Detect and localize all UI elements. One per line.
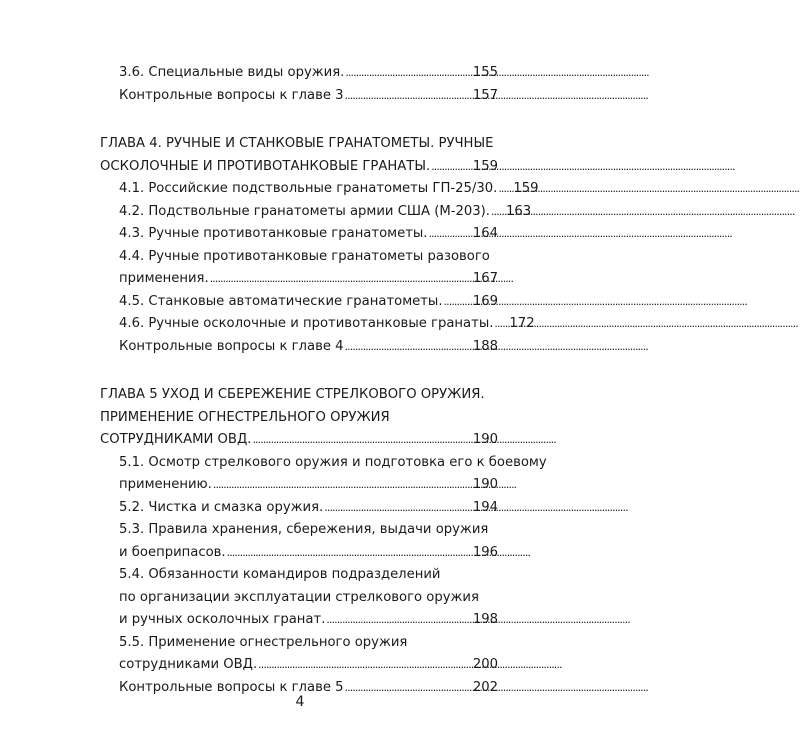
dot-leader xyxy=(498,178,510,201)
table-of-contents xyxy=(100,62,547,699)
toc-entry-4-1 xyxy=(100,178,539,201)
dot-leader xyxy=(345,336,470,359)
toc-entry-page: 172 xyxy=(509,316,535,331)
toc-entry-text: и боеприпасов. xyxy=(119,544,226,560)
toc-entry-page: 167 xyxy=(472,271,498,286)
toc-entry-questions-4 xyxy=(100,336,498,359)
toc-entry-4-3 xyxy=(100,223,498,246)
toc-entry-text: сотрудниками ОВД. xyxy=(119,657,258,672)
toc-entry-5-3-line1: 5.3. Правила хранения, сбережения, выдачи оружия xyxy=(119,522,489,537)
toc-entry-text: 4.3. Ручные противотанковые гранатометы. xyxy=(119,226,428,241)
chapter-5-heading-line3 xyxy=(100,429,498,452)
dot-leader xyxy=(324,497,470,520)
dot-leader xyxy=(326,609,469,632)
toc-entry-text: СОТРУДНИКАМИ ОВД. xyxy=(100,432,252,447)
toc-entry-text: 5.2. Чистка и смазка оружия. xyxy=(119,499,324,515)
toc-entry-text: 4.2. Подствольные гранатометы армии США (М-203). xyxy=(119,203,491,219)
toc-entry-4-4-line1: 4.4. Ручные противотанковые гранатометы разового xyxy=(119,248,490,264)
toc-entry-page: 159 xyxy=(472,158,498,174)
toc-entry-4-6 xyxy=(100,313,535,336)
page-number: 4 xyxy=(295,694,305,710)
toc-entry-5-5-line2 xyxy=(100,654,498,677)
dot-leader xyxy=(345,85,470,108)
toc-entry-page: 196 xyxy=(472,544,498,560)
chapter-4-heading-line1: ГЛАВА 4. РУЧНЫЕ И СТАНКОВЫЕ ГРАНАТОМЕТЫ. РУЧНЫЕ xyxy=(100,136,494,151)
toc-entry-questions-3 xyxy=(100,85,498,108)
toc-entry-page: 188 xyxy=(472,338,498,354)
toc-entry-5-4-line2: по организации эксплуатации стрелкового оружия xyxy=(119,589,479,605)
toc-entry-4-2 xyxy=(100,201,532,224)
toc-entry-4-5 xyxy=(100,291,498,314)
toc-entry-page: 155 xyxy=(472,65,498,80)
toc-entry-text: ОСКОЛОЧНЫЕ И ПРОТИВОТАНКОВЫЕ ГРАНАТЫ. xyxy=(100,158,431,174)
toc-entry-5-1-line1: 5.1. Осмотр стрелкового оружия и подготовка его к боевому xyxy=(119,454,547,470)
toc-entry-page: 202 xyxy=(472,679,498,695)
toc-entry-page: 169 xyxy=(472,293,498,309)
toc-entry-text: Контрольные вопросы к главе 5 xyxy=(119,679,344,695)
dot-leader xyxy=(444,291,470,314)
toc-entry-5-4-line1: 5.4. Обязанности командиров подразделений xyxy=(119,567,441,582)
toc-entry-text: Контрольные вопросы к главе 4 xyxy=(119,338,344,354)
toc-entry-page: 163 xyxy=(506,203,532,219)
dot-leader xyxy=(258,654,470,677)
dot-leader xyxy=(431,156,470,179)
dot-leader xyxy=(252,429,469,452)
toc-entry-page: 159 xyxy=(513,181,539,196)
toc-entry-5-4-line3 xyxy=(100,609,498,632)
chapter-4-heading-line2 xyxy=(100,156,498,179)
toc-entry-page: 194 xyxy=(472,499,498,515)
toc-entry-4-4-line2 xyxy=(100,268,498,291)
toc-entry-page: 198 xyxy=(472,612,498,627)
toc-entry-page: 164 xyxy=(472,226,498,241)
toc-entry-text: 4.6. Ручные осколочные и противотанковые гранаты. xyxy=(119,316,494,331)
toc-entry-5-5-line1: 5.5. Применение огнестрельного оружия xyxy=(119,634,408,650)
toc-entry-3-6 xyxy=(100,62,498,85)
toc-entry-page: 200 xyxy=(472,657,498,672)
toc-entry-text: 3.6. Специальные виды оружия. xyxy=(119,65,345,80)
toc-entry-5-2 xyxy=(100,497,498,520)
dot-leader xyxy=(210,268,470,291)
toc-entry-5-1-line2 xyxy=(100,474,498,497)
dot-leader xyxy=(494,313,506,336)
chapter-5-heading-line2: ПРИМЕНЕНИЕ ОГНЕСТРЕЛЬНОГО ОРУЖИЯ xyxy=(100,409,390,425)
toc-entry-page: 190 xyxy=(472,432,498,447)
toc-entry-page: 190 xyxy=(472,477,498,492)
toc-entry-5-3-line2 xyxy=(100,542,498,565)
toc-entry-page: 157 xyxy=(472,87,498,103)
toc-entry-text: и ручных осколочных гранат. xyxy=(119,612,326,627)
toc-entry-text: 4.1. Российские подствольные гранатометы ГП-25/30. xyxy=(119,181,498,196)
toc-entry-text: 4.5. Станковые автоматические гранатометы. xyxy=(119,293,443,309)
dot-leader xyxy=(345,62,469,85)
toc-entry-text: применения. xyxy=(119,271,209,286)
toc-entry-text: применению. xyxy=(119,477,212,492)
dot-leader xyxy=(213,474,470,497)
chapter-5-heading-line1: ГЛАВА 5 УХОД И СБЕРЕЖЕНИЕ СТРЕЛКОВОГО ОРУЖИЯ. xyxy=(100,387,485,402)
toc-entry-text: Контрольные вопросы к главе 3 xyxy=(119,87,344,103)
dot-leader xyxy=(227,542,470,565)
dot-leader xyxy=(491,201,503,224)
dot-leader xyxy=(429,223,470,246)
